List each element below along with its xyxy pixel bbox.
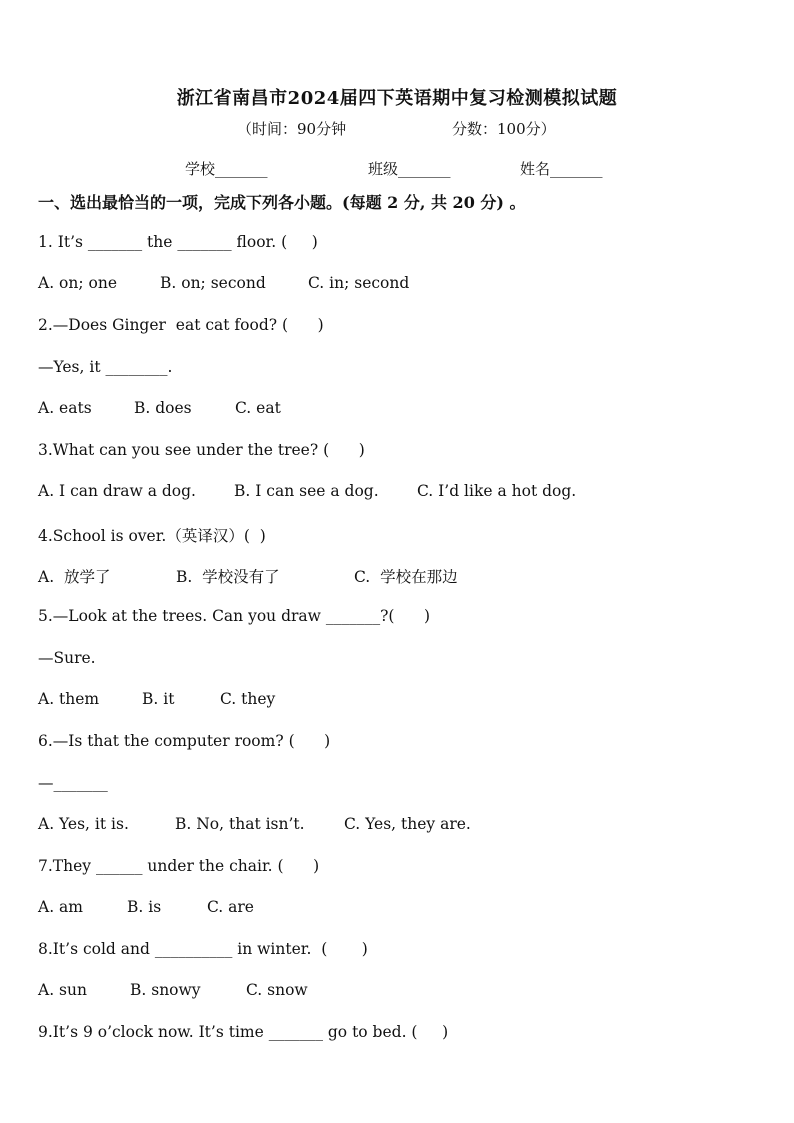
question-stem: 4.School is over.（英译汉）( ) bbox=[38, 527, 266, 545]
option-a: A. sun bbox=[38, 981, 87, 999]
option-b: B. does bbox=[134, 399, 192, 417]
option-b: B. on; second bbox=[160, 274, 266, 292]
class-field: 班级_______ bbox=[368, 160, 451, 178]
option-c: C. they bbox=[220, 690, 276, 708]
question-reply: —_______ bbox=[38, 774, 108, 792]
option-b: B. is bbox=[127, 898, 162, 916]
section-heading: 一、选出最恰当的一项，完成下列各小题。(每题 2 分, 共 20 分) 。 bbox=[38, 193, 526, 212]
option-a: A. 放学了 bbox=[38, 568, 111, 586]
question-stem: 5.—Look at the trees. Can you draw _______?( ) bbox=[38, 607, 431, 625]
question-reply: —Sure. bbox=[38, 649, 96, 667]
name-field: 姓名_______ bbox=[520, 160, 603, 178]
option-c: C. are bbox=[207, 898, 254, 916]
option-c: C. Yes, they are. bbox=[344, 815, 471, 833]
option-b: B. it bbox=[142, 690, 175, 708]
question-stem: 6.—Is that the computer room? ( ) bbox=[38, 732, 331, 750]
page-title: 浙江省南昌市2024届四下英语期中复习检测模拟试题 bbox=[176, 88, 618, 109]
option-c: C. in; second bbox=[308, 274, 410, 292]
option-a: A. eats bbox=[38, 399, 92, 417]
option-a: A. I can draw a dog. bbox=[38, 482, 196, 500]
school-field: 学校_______ bbox=[185, 160, 268, 178]
option-a: A. Yes, it is. bbox=[38, 815, 129, 833]
question-reply: —Yes, it ________. bbox=[38, 358, 173, 376]
option-c: C. I’d like a hot dog. bbox=[417, 482, 577, 500]
option-a: A. am bbox=[38, 898, 83, 916]
option-b: B. I can see a dog. bbox=[234, 482, 379, 500]
option-b: B. No, that isn’t. bbox=[175, 815, 305, 833]
question-stem: 3.What can you see under the tree? ( ) bbox=[38, 441, 365, 459]
question-stem: 1. It’s _______ the _______ floor. ( ) bbox=[38, 233, 318, 251]
option-c: C. 学校在那边 bbox=[354, 568, 458, 586]
question-stem: 7.They ______ under the chair. ( ) bbox=[38, 857, 320, 875]
option-a: A. on; one bbox=[38, 274, 117, 292]
question-stem: 8.It’s cold and __________ in winter. ( ) bbox=[38, 940, 368, 958]
option-c: C. snow bbox=[246, 981, 308, 999]
option-c: C. eat bbox=[235, 399, 281, 417]
total-score: 分数：100分） bbox=[452, 120, 556, 138]
option-b: B. snowy bbox=[130, 981, 201, 999]
option-b: B. 学校没有了 bbox=[176, 568, 280, 586]
time-limit: （时间：90分钟 bbox=[237, 120, 347, 138]
question-stem: 2.—Does Ginger eat cat food? ( ) bbox=[38, 316, 324, 334]
question-stem: 9.It’s 9 o’clock now. It’s time _______ go to bed. ( ) bbox=[38, 1023, 449, 1041]
option-a: A. them bbox=[38, 690, 100, 708]
